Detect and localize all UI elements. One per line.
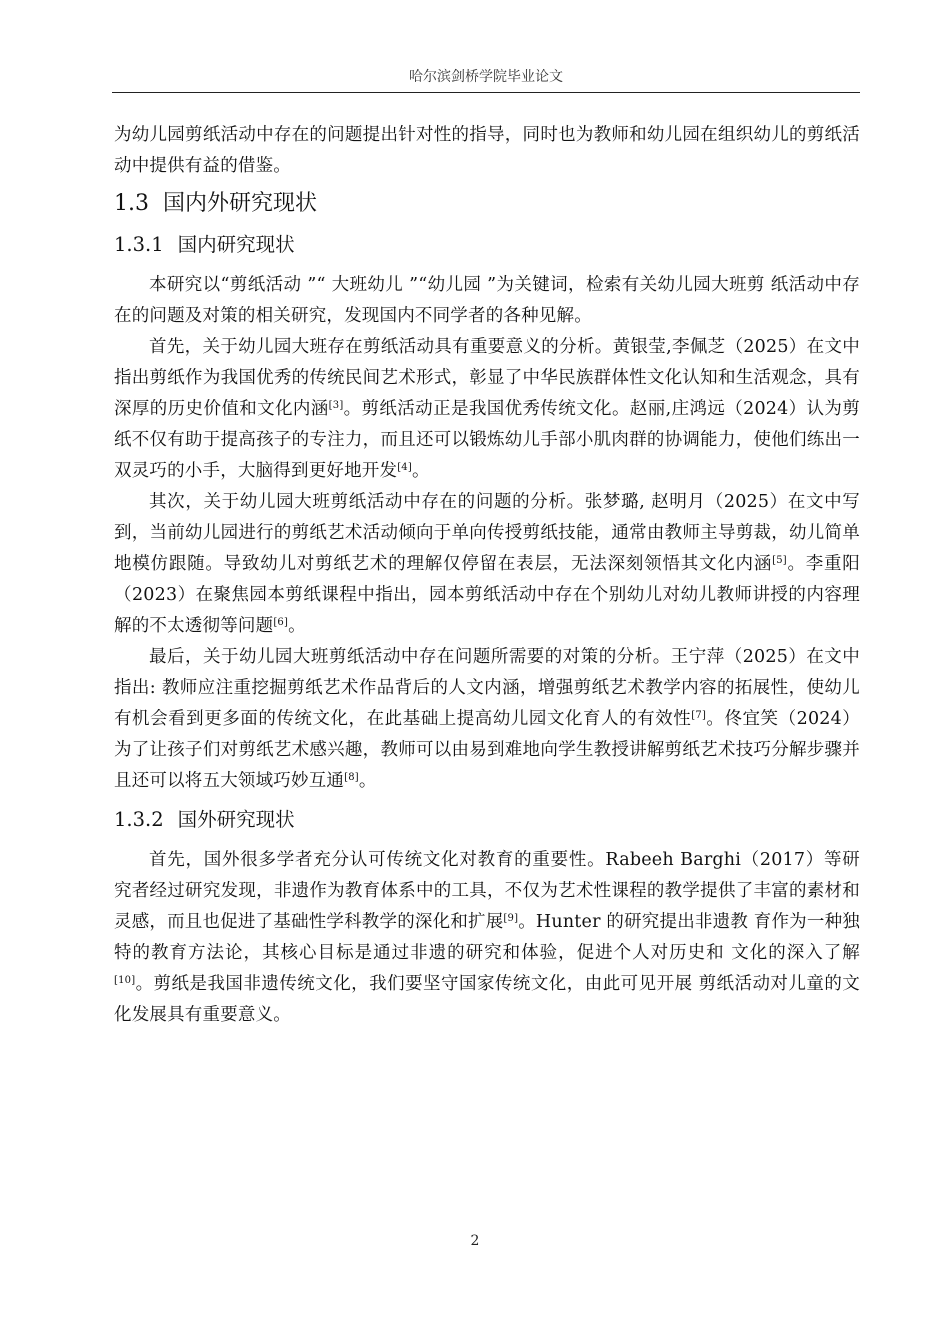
subsection-number: 1.3.1 xyxy=(114,233,164,256)
citation: [4] xyxy=(397,462,412,473)
citation: [10] xyxy=(114,975,136,986)
text-run: 首先，国外很多学者充分认可传统文化对教育的重要性。Rabeeh Barghi（2017）等研究者经过研究发现，非遗作为教育体系中的工具，不仅为艺术性课程的教学提供了丰富的素材和灵感，而且也促进了基础性学科教学的深化和扩展 xyxy=(114,850,860,932)
citation: [8] xyxy=(344,772,359,783)
text-run: 首先，关于幼儿园大班存在剪纸活动具有重要意义的分析。黄银莹,李佩芝（2025）在文中指出剪纸作为我国优秀的传统民间艺术形式，彰显了中华民族群体性文化认知和生活观念，具有深厚的历史价值和文化内涵 xyxy=(114,337,860,419)
page-number: 2 xyxy=(470,1233,480,1249)
citation: [6] xyxy=(273,617,289,628)
citation: [7] xyxy=(691,710,707,721)
intro-paragraph: 为幼儿园剪纸活动中存在的问题提出针对性的指导，同时也为教师和幼儿园在组织幼儿的剪纸活动中提供有益的借鉴。 xyxy=(114,125,860,176)
text-run: 。 xyxy=(288,616,306,636)
subsection-heading-1-3-2 xyxy=(114,803,860,837)
body-content xyxy=(114,120,860,1031)
subsection-title: 国内研究现状 xyxy=(177,233,295,256)
subsection-title: 国外研究现状 xyxy=(177,808,295,831)
citation: [9] xyxy=(503,913,519,924)
domestic-paragraph-3 xyxy=(114,487,860,642)
page-header: 哈尔滨剑桥学院毕业论文 xyxy=(112,66,860,93)
domestic-paragraph-1: 本研究以“剪纸活动 ”“ 大班幼儿 ”“幼儿园 ”为关键词，检索有关幼儿园大班剪 纸活动中存在的问题及对策的相关研究，发现国内不同学者的各种见解。 xyxy=(114,275,860,326)
citation: [5] xyxy=(772,555,787,566)
foreign-paragraph-1 xyxy=(114,845,860,1031)
text-run: 。剪纸是我国非遗传统文化，我们要坚守国家传统文化，由此可见开展 剪纸活动对儿童的文化发展具有重要意义。 xyxy=(114,974,860,1025)
text-run: 。 xyxy=(411,461,430,481)
text-run: 。 xyxy=(358,771,377,791)
citation: [3] xyxy=(328,400,344,411)
text-run: 。佟宜笑（2024）为了让孩子们对剪纸艺术感兴趣，教师可以由易到难地向学生教授讲解剪纸艺术技巧分解步骤并且还可以将五大领域巧妙互通 xyxy=(114,709,860,791)
section-heading-1-3 xyxy=(114,186,860,222)
subsection-heading-1-3-1 xyxy=(114,228,860,262)
text-run: 。剪纸活动正是我国优秀传统文化。赵丽,庄鸿远（2024）认为剪纸不仅有助于提高孩子的专注力，而且还可以锻炼幼儿手部小肌肉群的协调能力，使他们练出一双灵巧的小手，大脑得到更好地开发 xyxy=(114,399,861,481)
subsection-number: 1.3.2 xyxy=(114,808,164,831)
domestic-paragraph-2 xyxy=(114,332,860,487)
text-run: 最后，关于幼儿园大班剪纸活动中存在问题所需要的对策的分析。王宁萍（2025）在文中指出: 教师应注重挖掘剪纸艺术作品背后的人文内涵，增强剪纸艺术教学内容的拓展性，使幼儿有机会看到更多面的传统文化，在此基础上提高幼儿园文化育人的有效性 xyxy=(114,647,860,729)
domestic-paragraph-4 xyxy=(114,642,860,797)
section-title: 国内外研究现状 xyxy=(163,191,318,216)
section-number: 1.3 xyxy=(114,191,149,216)
text-run: 其次，关于幼儿园大班剪纸活动中存在的问题的分析。张梦璐, 赵明月（2025）在文中写到，当前幼儿园进行的剪纸艺术活动倾向于单向传授剪纸技能，通常由教师主导剪裁，幼儿简单地模仿跟随。导致幼儿对剪纸艺术的理解仅停留在表层，无法深刻领悟其文化内涵 xyxy=(114,492,860,574)
text-run: 。Hunter 的研究提出非遗教 育作为一种独特的教育方法论，其核心目标是通过非遗的研究和体验，促进个人对历史和 文化的深入了解 xyxy=(114,912,860,963)
text-run: 。李重阳（2023）在聚焦园本剪纸课程中指出，园本剪纸活动中存在个别幼儿对幼儿教师讲授的内容理解的不太透彻等问题 xyxy=(114,554,860,636)
